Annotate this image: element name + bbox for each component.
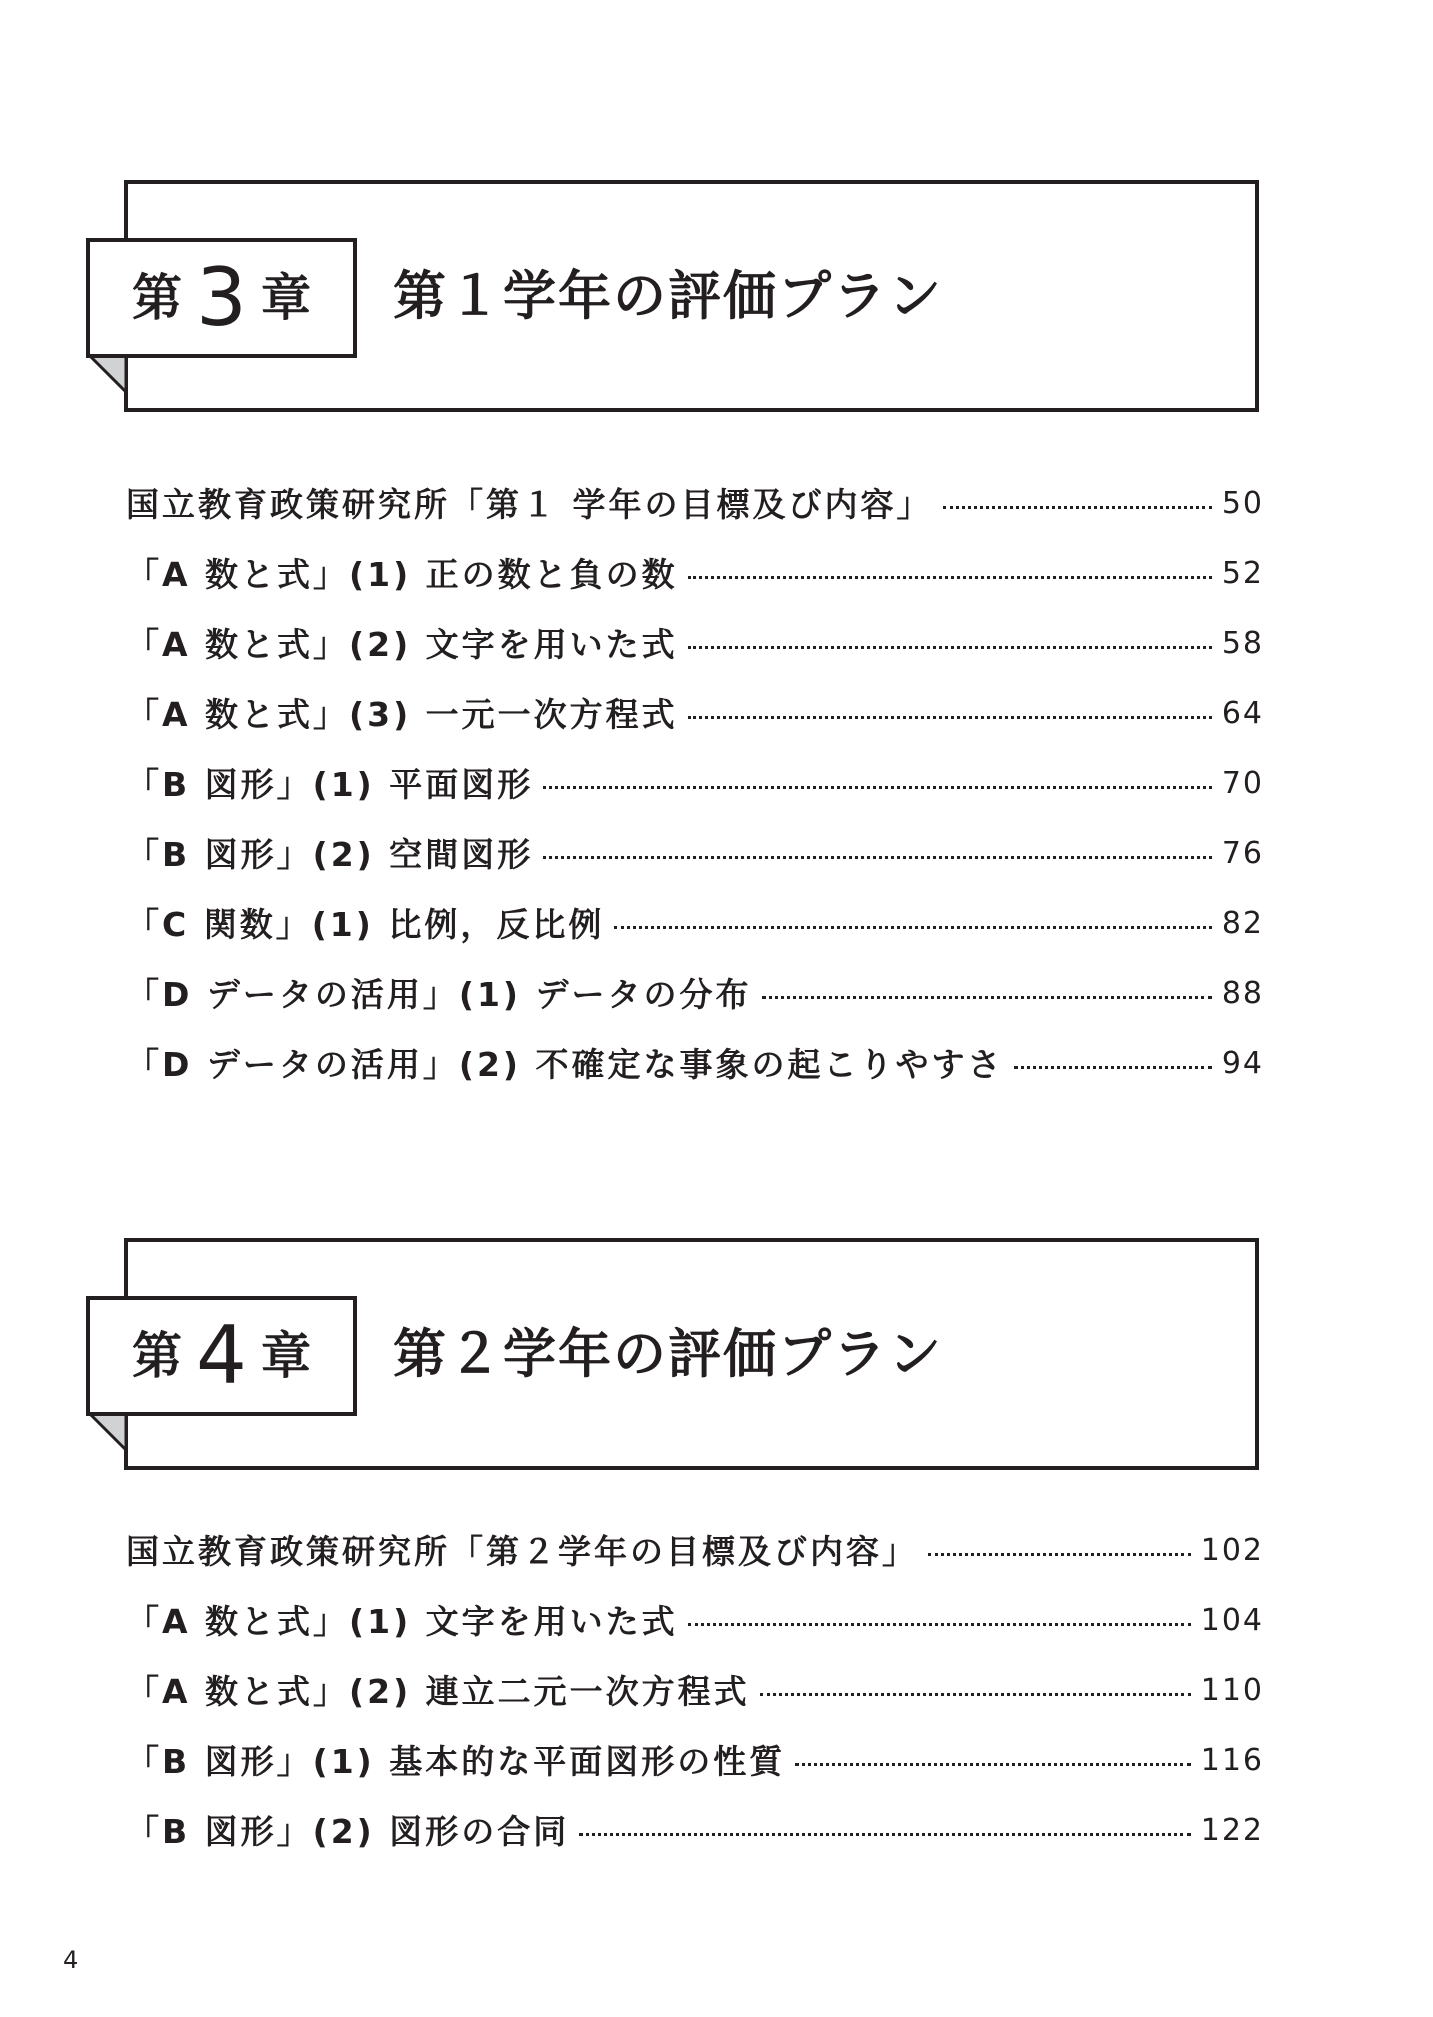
dot-leader — [1014, 1066, 1212, 1069]
dot-leader — [688, 1623, 1191, 1626]
page-number: 4 — [63, 1946, 79, 1974]
toc-entry-title: 「A 数と式」(3) 一元一次方程式 — [126, 694, 678, 734]
toc-entry-page: 82 — [1221, 906, 1264, 941]
chapter-4-number: 4 — [196, 1309, 247, 1402]
toc-entry-title: 「B 図形」(2) 図形の合同 — [126, 1811, 570, 1851]
dot-leader — [579, 1833, 1190, 1836]
toc-entry[interactable] — [126, 469, 1264, 539]
chapter-4-prefix: 第 — [132, 1327, 183, 1385]
toc-entry-page: 52 — [1221, 556, 1264, 591]
chapter-3-title: 第１学年の評価プラン — [393, 266, 943, 327]
chapter-4-suffix: 章 — [260, 1327, 311, 1385]
toc-entry-page: 110 — [1200, 1673, 1264, 1708]
toc-entry-page: 76 — [1221, 836, 1264, 871]
toc-entry-title: 国立教育政策研究所「第２学年の目標及び内容」 — [126, 1531, 918, 1571]
chapter-3-corner-fold — [86, 352, 128, 394]
toc-entry-page: 70 — [1221, 766, 1264, 801]
dot-leader — [543, 856, 1212, 859]
chapter-4-toc — [126, 1516, 1264, 1866]
toc-entry[interactable] — [126, 819, 1264, 889]
toc-entry-page: 64 — [1221, 696, 1264, 731]
toc-entry[interactable] — [126, 1726, 1264, 1796]
toc-entry[interactable] — [126, 609, 1264, 679]
chapter-3-toc — [126, 469, 1264, 1099]
toc-entry-title: 「D データの活用」(2) 不確定な事象の起こりやすさ — [126, 1044, 1004, 1084]
dot-leader — [688, 716, 1212, 719]
dot-leader — [928, 1553, 1191, 1556]
toc-entry[interactable] — [126, 539, 1264, 609]
toc-entry-title: 「A 数と式」(2) 文字を用いた式 — [126, 624, 678, 664]
dot-leader — [614, 926, 1211, 929]
chapter-4-corner-fold — [86, 1410, 128, 1452]
toc-entry-title: 「A 数と式」(1) 文字を用いた式 — [126, 1601, 678, 1641]
toc-entry-page: 50 — [1221, 486, 1264, 521]
toc-entry-page: 58 — [1221, 626, 1264, 661]
dot-leader — [762, 996, 1212, 999]
toc-entry-title: 「D データの活用」(1) データの分布 — [126, 974, 752, 1014]
toc-entry[interactable] — [126, 959, 1264, 1029]
toc-entry-page: 102 — [1200, 1533, 1264, 1568]
toc-entry-title: 「A 数と式」(2) 連立二元一次方程式 — [126, 1671, 750, 1711]
toc-entry-page: 88 — [1221, 976, 1264, 1011]
toc-entry-title: 「B 図形」(1) 基本的な平面図形の性質 — [126, 1741, 786, 1781]
toc-entry-title: 国立教育政策研究所「第１ 学年の目標及び内容」 — [126, 484, 933, 524]
chapter-3-prefix: 第 — [132, 269, 183, 327]
toc-entry-page: 104 — [1200, 1603, 1264, 1638]
chapter-3-number: 3 — [196, 251, 247, 344]
toc-entry-page: 94 — [1221, 1046, 1264, 1081]
chapter-3-suffix: 章 — [260, 269, 311, 327]
chapter-4-label — [86, 1296, 357, 1416]
dot-leader — [795, 1763, 1190, 1766]
toc-entry[interactable] — [126, 1586, 1264, 1656]
toc-entry[interactable] — [126, 1029, 1264, 1099]
toc-entry[interactable] — [126, 749, 1264, 819]
chapter-3-label — [86, 238, 357, 358]
toc-entry-title: 「A 数と式」(1) 正の数と負の数 — [126, 554, 678, 594]
dot-leader — [760, 1693, 1191, 1696]
dot-leader — [688, 576, 1212, 579]
toc-entry[interactable] — [126, 1656, 1264, 1726]
dot-leader — [943, 506, 1212, 509]
toc-entry-page: 122 — [1200, 1813, 1264, 1848]
chapter-4-title: 第２学年の評価プラン — [393, 1324, 943, 1385]
toc-entry-title: 「C 関数」(1) 比例，反比例 — [126, 904, 605, 944]
toc-entry[interactable] — [126, 1796, 1264, 1866]
toc-entry-page: 116 — [1200, 1743, 1264, 1778]
toc-entry-title: 「B 図形」(1) 平面図形 — [126, 764, 534, 804]
toc-entry[interactable] — [126, 1516, 1264, 1586]
toc-entry-title: 「B 図形」(2) 空間図形 — [126, 834, 534, 874]
dot-leader — [688, 646, 1212, 649]
toc-entry[interactable] — [126, 679, 1264, 749]
dot-leader — [543, 786, 1212, 789]
toc-entry[interactable] — [126, 889, 1264, 959]
